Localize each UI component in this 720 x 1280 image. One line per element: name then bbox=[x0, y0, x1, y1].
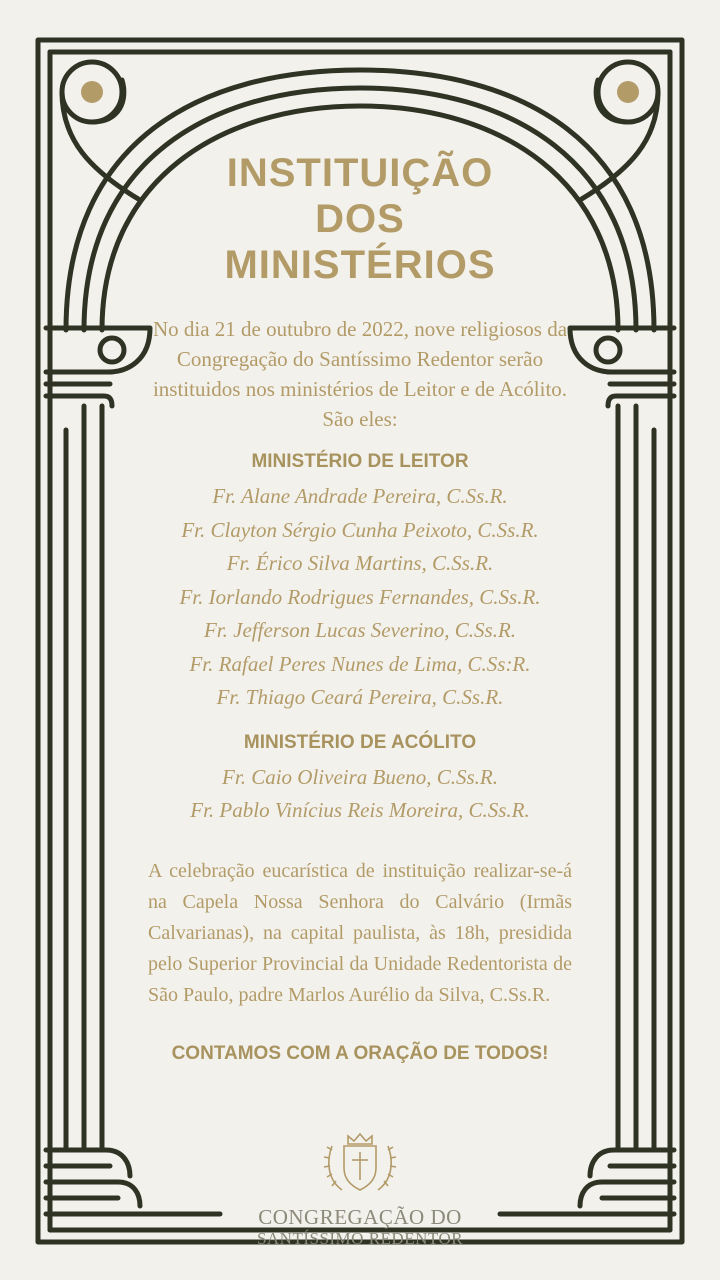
closing-text: CONTAMOS COM A ORAÇÃO DE TODOS! bbox=[171, 1042, 549, 1064]
intro-text: No dia 21 de outubro de 2022, nove religiosos da Congregação do Santíssimo Redentor serão instituidos nos ministérios de Leitor e de Acólito. São eles: bbox=[152, 317, 568, 431]
acolito-list bbox=[140, 761, 580, 828]
leitor-list bbox=[140, 480, 580, 715]
content-area bbox=[140, 150, 580, 1066]
title-line: MINISTÉRIOS bbox=[224, 243, 496, 287]
list-item: Fr. Érico Silva Martins, C.Ss.R. bbox=[226, 551, 494, 575]
list-item: Fr. Iorlando Rodrigues Fernandes, C.Ss.R. bbox=[179, 584, 541, 609]
list-item: Fr. Caio Oliveira Bueno, C.Ss.R. bbox=[222, 764, 498, 789]
organization-name bbox=[180, 1206, 540, 1250]
title-line: INSTITUIÇÃO bbox=[226, 151, 494, 195]
leitor-heading: MINISTÉRIO DE LEITOR bbox=[251, 451, 469, 472]
list-item: Fr. Thiago Ceará Pereira, C.Ss.R. bbox=[216, 685, 504, 709]
list-item: Fr. Alane Andrade Pereira, C.Ss.R. bbox=[212, 484, 508, 508]
org-line-1: CONGREGAÇÃO DO bbox=[258, 1205, 462, 1229]
list-item: Fr. Jefferson Lucas Severino, C.Ss.R. bbox=[203, 618, 517, 642]
page-title bbox=[140, 150, 580, 288]
acolito-heading: MINISTÉRIO DE ACÓLITO bbox=[243, 731, 477, 753]
list-item: Fr. Clayton Sérgio Cunha Peixoto, C.Ss.R. bbox=[181, 517, 539, 542]
redemptorist-crest-icon bbox=[320, 1128, 400, 1198]
list-item: Fr. Pablo Vinícius Reis Moreira, C.Ss.R. bbox=[190, 798, 530, 822]
celebration-text: A celebração eucarística de instituição realizar-se-á na Capela Nossa Senhora do Calvário (Irmãs Calvarianas), na capital paulista, às 18h, presidida pelo Superior Provincial da Unidade Redentorista de São Paulo, padre Marlos Aurélio da Silva, C.Ss.R. bbox=[148, 859, 572, 1006]
list-item: Fr. Rafael Peres Nunes de Lima, C.Ss:R. bbox=[189, 651, 531, 676]
org-line-2: SANTÍSSIMO REDENTOR bbox=[256, 1229, 464, 1248]
title-line: DOS bbox=[315, 197, 405, 241]
